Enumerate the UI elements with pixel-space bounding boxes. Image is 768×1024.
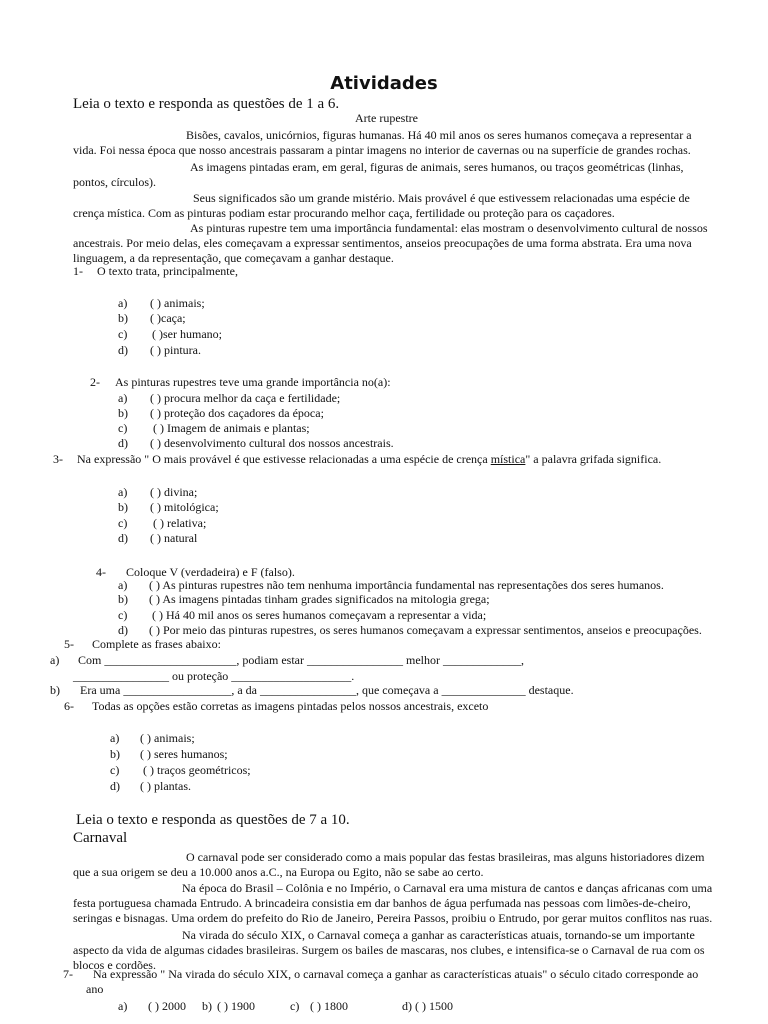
- option-text[interactable]: ( ) mitológica;: [150, 500, 219, 514]
- page-title: Atividades: [330, 73, 438, 94]
- question-number: 6-: [64, 699, 74, 713]
- option-letter: a): [118, 485, 128, 499]
- option-letter: d): [118, 436, 128, 450]
- option-text[interactable]: ( ) traços geométricos;: [143, 763, 251, 777]
- option-letter: b): [118, 311, 128, 325]
- question-text: As pinturas rupestres teve uma grande importância no(a):: [115, 375, 391, 389]
- item-letter: b): [50, 683, 60, 697]
- option-text[interactable]: ( ) procura melhor da caça e fertilidade;: [150, 391, 341, 405]
- fill-blank-line[interactable]: Com ______________________, podiam estar ________________ melhor _____________,: [78, 653, 524, 667]
- paragraph-line: seringas e bisnagas. Uma ordem do prefeito do Rio de Janeiro, Pereira Passos, proibiu o Entrudo, por gerar muitos conflitos nas ruas.: [73, 911, 713, 925]
- question-text-after: " a palavra grifada significa.: [525, 452, 662, 466]
- option-letter: b): [118, 406, 128, 420]
- paragraph-line: linguagem, a da representação, que começavam a ganhar destaque.: [73, 251, 394, 265]
- option-text[interactable]: ( ) proteção dos caçadores da época;: [150, 406, 324, 420]
- option-text[interactable]: ( ) plantas.: [140, 779, 191, 793]
- fill-blank-line[interactable]: ________________ ou proteção ____________________.: [73, 669, 355, 683]
- option-letter: c): [110, 763, 120, 777]
- underlined-word: mística: [490, 452, 526, 466]
- paragraph-line: Bisões, cavalos, unicórnios, figuras humanas. Há 40 mil anos os seres humanos começava a representar a: [186, 128, 692, 142]
- option-text[interactable]: ( ) Há 40 mil anos os seres humanos começavam a representar a vida;: [152, 608, 487, 622]
- question-text: Coloque V (verdadeira) e F (falso).: [126, 565, 295, 579]
- option-text[interactable]: ( ) 1500: [415, 999, 453, 1013]
- paragraph-line: ancestrais. Por meio delas, eles começavam a expressar sentimentos, anseios preocupações de uma forma abstrata. Era uma nova: [73, 236, 692, 250]
- paragraph-line: crença mística. Com as pinturas podiam estar procurando melhor caça, fertilidade ou proteção para os caçadores.: [73, 206, 615, 220]
- option-letter: d): [118, 623, 128, 637]
- option-letter: a): [118, 578, 128, 592]
- option-text[interactable]: ( ) 1800: [310, 999, 348, 1013]
- option-letter: d): [110, 779, 120, 793]
- paragraph-line: Seus significados são um grande mistério. Mais provável é que estivessem relacionadas uma espécie de: [193, 191, 690, 205]
- option-text[interactable]: ( ) As pinturas rupestres não tem nenhuma importância fundamental nas representações dos seres humanos.: [149, 578, 664, 592]
- option-text[interactable]: ( ) desenvolvimento cultural dos nossos ancestrais.: [150, 436, 394, 450]
- paragraph-line: blocos e cordões.: [73, 958, 156, 972]
- paragraph-line: As pinturas rupestre tem uma importância fundamental: elas mostram o desenvolvimento cultural de nossos: [190, 221, 708, 235]
- option-letter: b): [110, 747, 120, 761]
- question-number: 3-: [53, 452, 63, 466]
- option-letter: d): [118, 531, 128, 545]
- paragraph-line: Na época do Brasil – Colônia e no Império, o Carnaval era uma mistura de cantos e danças africanas com uma: [182, 881, 713, 895]
- option-text[interactable]: ( ) Imagem de animais e plantas;: [153, 421, 310, 435]
- paragraph-line: As imagens pintadas eram, em geral, figuras de animais, seres humanos, ou traços geométricas (linhas,: [190, 160, 684, 174]
- question-text-continued: ano: [86, 982, 104, 996]
- option-text[interactable]: ( ) animais;: [150, 296, 205, 310]
- fill-blank-line[interactable]: Era uma __________________, a da ________________, que começava a ______________ destaque.: [80, 683, 574, 697]
- option-text[interactable]: ( ) relativa;: [153, 516, 207, 530]
- question-number: 2-: [90, 375, 100, 389]
- question-text: Complete as frases abaixo:: [92, 637, 221, 651]
- paragraph-line: aspecto da vida de algumas cidades brasileiras. Surgem os bailes de mascaras, nos clubes, e intensifica-se o Carnaval de rua com os: [73, 943, 705, 957]
- option-text[interactable]: ( ) Por meio das pinturas rupestres, os seres humanos começavam a expressar sentimentos, anseios e preocupações.: [149, 623, 702, 637]
- question-number: 5-: [64, 637, 74, 651]
- question-number: 4-: [96, 565, 106, 579]
- section2-instruction: Leia o texto e responda as questões de 7 a 10.: [76, 812, 350, 828]
- question-text: Na expressão " Na virada do século XIX, o carnaval começa a ganhar as características atuais" o século citado corresponde ao: [93, 967, 699, 981]
- option-text[interactable]: ( )ser humano;: [152, 327, 222, 341]
- option-letter: c): [118, 608, 128, 622]
- option-letter: c): [118, 516, 128, 530]
- question-text: Todas as opções estão corretas as imagens pintadas pelos nossos ancestrais, exceto: [92, 699, 489, 713]
- paragraph-line: que a sua origem se deu a 10.000 anos a.C., na Europa ou Egito, não se sabe ao certo.: [73, 865, 484, 879]
- text-title: Carnaval: [73, 830, 128, 846]
- option-letter: d): [402, 999, 412, 1013]
- option-letter: a): [118, 391, 128, 405]
- option-text[interactable]: ( ) As imagens pintadas tinham grades significados na mitologia grega;: [149, 592, 490, 606]
- option-letter: c): [118, 327, 128, 341]
- question-text-before: Na expressão " O mais provável é que estivesse relacionadas a uma espécie de crença: [77, 452, 491, 466]
- option-text[interactable]: ( ) seres humanos;: [140, 747, 228, 761]
- option-letter: b): [118, 592, 128, 606]
- option-text[interactable]: ( ) divina;: [150, 485, 198, 499]
- option-letter: d): [118, 343, 128, 357]
- option-letter: b): [202, 999, 212, 1013]
- option-text[interactable]: ( ) 1900: [217, 999, 255, 1013]
- option-letter: a): [118, 999, 128, 1013]
- option-text[interactable]: ( ) natural: [150, 531, 198, 545]
- option-text[interactable]: ( )caça;: [150, 311, 186, 325]
- paragraph-line: festa portuguesa chamada Entrudo. A brincadeira consistia em dar banhos de água perfumada nas pessoas com limões-de-cheiro,: [73, 896, 691, 910]
- question-text: [77, 452, 661, 466]
- option-text[interactable]: ( ) animais;: [140, 731, 195, 745]
- option-letter: c): [290, 999, 300, 1013]
- option-letter: c): [118, 421, 128, 435]
- option-letter: a): [118, 296, 128, 310]
- option-text[interactable]: ( ) 2000: [148, 999, 186, 1013]
- paragraph-line: O carnaval pode ser considerado como a mais popular das festas brasileiras, mas alguns historiadores dizem: [186, 850, 705, 864]
- item-letter: a): [50, 653, 60, 667]
- section1-instruction: Leia o texto e responda as questões de 1 a 6.: [73, 96, 340, 112]
- question-number: 1-: [73, 264, 83, 278]
- option-letter: b): [118, 500, 128, 514]
- paragraph-line: Na virada do século XIX, o Carnaval começa a ganhar as características atuais, tornando-se um importante: [182, 928, 695, 942]
- paragraph-line: vida. Foi nessa época que nosso ancestrais passaram a pintar imagens no interior de cavernas ou na superfície de grandes rochas.: [73, 143, 691, 157]
- text-title: Arte rupestre: [355, 111, 418, 125]
- option-letter: a): [110, 731, 120, 745]
- question-number: 7-: [63, 967, 73, 981]
- paragraph-line: pontos, círculos).: [73, 175, 156, 189]
- question-text: O texto trata, principalmente,: [97, 264, 238, 278]
- option-text[interactable]: ( ) pintura.: [150, 343, 201, 357]
